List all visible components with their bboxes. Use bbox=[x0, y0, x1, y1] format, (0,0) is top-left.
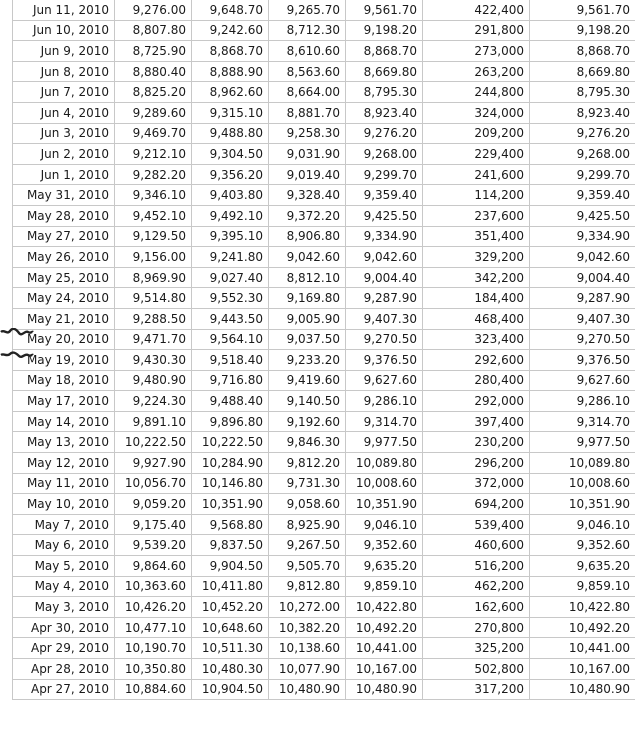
cell-high: 10,511.30 bbox=[192, 638, 269, 659]
cell-volume: 351,400 bbox=[423, 226, 530, 247]
cell-open: 9,129.50 bbox=[115, 226, 192, 247]
cell-low: 9,031.90 bbox=[269, 144, 346, 165]
cell-close: 9,407.30 bbox=[346, 308, 423, 329]
cell-date: Jun 1, 2010 bbox=[13, 164, 115, 185]
cell-adj_close: 10,167.00 bbox=[530, 659, 635, 680]
cell-date: Jun 10, 2010 bbox=[13, 20, 115, 41]
cell-close: 8,669.80 bbox=[346, 61, 423, 82]
table-row bbox=[13, 638, 635, 659]
cell-date: May 10, 2010 bbox=[13, 494, 115, 515]
cell-adj_close: 9,287.90 bbox=[530, 288, 635, 309]
cell-adj_close: 9,334.90 bbox=[530, 226, 635, 247]
cell-volume: 296,200 bbox=[423, 453, 530, 474]
cell-low: 9,037.50 bbox=[269, 329, 346, 350]
cell-close: 9,198.20 bbox=[346, 20, 423, 41]
cell-low: 10,382.20 bbox=[269, 617, 346, 638]
cell-open: 9,288.50 bbox=[115, 308, 192, 329]
cell-open: 10,222.50 bbox=[115, 432, 192, 453]
cell-date: May 3, 2010 bbox=[13, 597, 115, 618]
cell-adj_close: 9,299.70 bbox=[530, 164, 635, 185]
cell-date: Jun 9, 2010 bbox=[13, 41, 115, 62]
cell-high: 9,027.40 bbox=[192, 267, 269, 288]
cell-volume: 291,800 bbox=[423, 20, 530, 41]
cell-date: Apr 29, 2010 bbox=[13, 638, 115, 659]
cell-low: 9,233.20 bbox=[269, 350, 346, 371]
cell-low: 8,906.80 bbox=[269, 226, 346, 247]
cell-high: 9,488.40 bbox=[192, 391, 269, 412]
cell-high: 9,356.20 bbox=[192, 164, 269, 185]
cell-open: 9,927.90 bbox=[115, 453, 192, 474]
cell-high: 9,242.60 bbox=[192, 20, 269, 41]
cell-date: May 24, 2010 bbox=[13, 288, 115, 309]
cell-low: 9,731.30 bbox=[269, 473, 346, 494]
cell-low: 9,812.20 bbox=[269, 453, 346, 474]
cell-adj_close: 10,089.80 bbox=[530, 453, 635, 474]
table-row bbox=[13, 329, 635, 350]
cell-open: 9,891.10 bbox=[115, 411, 192, 432]
cell-close: 9,635.20 bbox=[346, 556, 423, 577]
cell-close: 9,276.20 bbox=[346, 123, 423, 144]
cell-volume: 162,600 bbox=[423, 597, 530, 618]
cell-open: 8,880.40 bbox=[115, 61, 192, 82]
cell-volume: 229,400 bbox=[423, 144, 530, 165]
cell-open: 10,056.70 bbox=[115, 473, 192, 494]
cell-open: 9,471.70 bbox=[115, 329, 192, 350]
table-row bbox=[13, 514, 635, 535]
cell-open: 8,825.20 bbox=[115, 82, 192, 103]
cell-close: 9,299.70 bbox=[346, 164, 423, 185]
cell-date: Jun 8, 2010 bbox=[13, 61, 115, 82]
cell-high: 9,904.50 bbox=[192, 556, 269, 577]
cell-adj_close: 9,359.40 bbox=[530, 185, 635, 206]
table-row bbox=[13, 288, 635, 309]
cell-close: 9,977.50 bbox=[346, 432, 423, 453]
cell-volume: 502,800 bbox=[423, 659, 530, 680]
cell-date: May 12, 2010 bbox=[13, 453, 115, 474]
cell-high: 9,568.80 bbox=[192, 514, 269, 535]
cell-date: May 21, 2010 bbox=[13, 308, 115, 329]
cell-date: Apr 28, 2010 bbox=[13, 659, 115, 680]
cell-date: Apr 30, 2010 bbox=[13, 617, 115, 638]
cell-adj_close: 10,480.90 bbox=[530, 679, 635, 700]
cell-high: 9,552.30 bbox=[192, 288, 269, 309]
cell-adj_close: 9,314.70 bbox=[530, 411, 635, 432]
cell-date: May 6, 2010 bbox=[13, 535, 115, 556]
cell-close: 10,480.90 bbox=[346, 679, 423, 700]
table-row bbox=[13, 473, 635, 494]
cell-volume: 280,400 bbox=[423, 370, 530, 391]
cell-low: 9,846.30 bbox=[269, 432, 346, 453]
cell-adj_close: 9,276.20 bbox=[530, 123, 635, 144]
scribble-mark bbox=[0, 351, 34, 359]
table-row bbox=[13, 432, 635, 453]
cell-open: 10,350.80 bbox=[115, 659, 192, 680]
cell-adj_close: 9,425.50 bbox=[530, 205, 635, 226]
cell-close: 10,167.00 bbox=[346, 659, 423, 680]
cell-adj_close: 9,352.60 bbox=[530, 535, 635, 556]
cell-adj_close: 8,868.70 bbox=[530, 41, 635, 62]
cell-adj_close: 9,198.20 bbox=[530, 20, 635, 41]
cell-volume: 324,000 bbox=[423, 102, 530, 123]
cell-date: May 11, 2010 bbox=[13, 473, 115, 494]
cell-low: 9,372.20 bbox=[269, 205, 346, 226]
cell-low: 9,042.60 bbox=[269, 247, 346, 268]
cell-open: 9,346.10 bbox=[115, 185, 192, 206]
cell-adj_close: 9,407.30 bbox=[530, 308, 635, 329]
cell-adj_close: 9,046.10 bbox=[530, 514, 635, 535]
table-row bbox=[13, 0, 635, 20]
cell-open: 9,156.00 bbox=[115, 247, 192, 268]
cell-volume: 516,200 bbox=[423, 556, 530, 577]
cell-high: 9,518.40 bbox=[192, 350, 269, 371]
cell-low: 9,005.90 bbox=[269, 308, 346, 329]
table-row bbox=[13, 370, 635, 391]
cell-adj_close: 9,268.00 bbox=[530, 144, 635, 165]
cell-low: 8,712.30 bbox=[269, 20, 346, 41]
cell-close: 9,046.10 bbox=[346, 514, 423, 535]
cell-close: 9,270.50 bbox=[346, 329, 423, 350]
cell-open: 9,059.20 bbox=[115, 494, 192, 515]
table-row bbox=[13, 144, 635, 165]
cell-low: 9,419.60 bbox=[269, 370, 346, 391]
table-row bbox=[13, 597, 635, 618]
cell-high: 9,443.50 bbox=[192, 308, 269, 329]
cell-volume: 244,800 bbox=[423, 82, 530, 103]
cell-adj_close: 9,042.60 bbox=[530, 247, 635, 268]
table-row bbox=[13, 123, 635, 144]
historical-prices-table bbox=[12, 0, 635, 700]
cell-high: 8,868.70 bbox=[192, 41, 269, 62]
cell-close: 8,795.30 bbox=[346, 82, 423, 103]
cell-close: 10,089.80 bbox=[346, 453, 423, 474]
cell-volume: 422,400 bbox=[423, 0, 530, 20]
cell-high: 10,411.80 bbox=[192, 576, 269, 597]
cell-volume: 342,200 bbox=[423, 267, 530, 288]
cell-low: 8,610.60 bbox=[269, 41, 346, 62]
cell-volume: 468,400 bbox=[423, 308, 530, 329]
table-row bbox=[13, 350, 635, 371]
cell-volume: 462,200 bbox=[423, 576, 530, 597]
cell-high: 9,837.50 bbox=[192, 535, 269, 556]
cell-close: 9,287.90 bbox=[346, 288, 423, 309]
cell-close: 9,334.90 bbox=[346, 226, 423, 247]
cell-adj_close: 8,923.40 bbox=[530, 102, 635, 123]
cell-high: 10,480.30 bbox=[192, 659, 269, 680]
cell-open: 9,224.30 bbox=[115, 391, 192, 412]
cell-date: May 28, 2010 bbox=[13, 205, 115, 226]
cell-adj_close: 9,627.60 bbox=[530, 370, 635, 391]
cell-date: Jun 11, 2010 bbox=[13, 0, 115, 20]
cell-open: 9,430.30 bbox=[115, 350, 192, 371]
cell-high: 10,146.80 bbox=[192, 473, 269, 494]
cell-date: May 20, 2010 bbox=[13, 329, 115, 350]
cell-open: 9,175.40 bbox=[115, 514, 192, 535]
cell-date: May 7, 2010 bbox=[13, 514, 115, 535]
cell-open: 8,725.90 bbox=[115, 41, 192, 62]
scribble-mark bbox=[0, 328, 34, 336]
cell-volume: 372,000 bbox=[423, 473, 530, 494]
table-row bbox=[13, 102, 635, 123]
cell-open: 9,276.00 bbox=[115, 0, 192, 20]
cell-high: 9,315.10 bbox=[192, 102, 269, 123]
cell-close: 9,268.00 bbox=[346, 144, 423, 165]
cell-adj_close: 9,635.20 bbox=[530, 556, 635, 577]
cell-open: 9,514.80 bbox=[115, 288, 192, 309]
cell-adj_close: 8,795.30 bbox=[530, 82, 635, 103]
cell-open: 9,539.20 bbox=[115, 535, 192, 556]
cell-low: 9,058.60 bbox=[269, 494, 346, 515]
cell-adj_close: 9,286.10 bbox=[530, 391, 635, 412]
cell-close: 9,627.60 bbox=[346, 370, 423, 391]
cell-high: 9,896.80 bbox=[192, 411, 269, 432]
cell-low: 9,265.70 bbox=[269, 0, 346, 20]
cell-high: 10,648.60 bbox=[192, 617, 269, 638]
cell-adj_close: 9,977.50 bbox=[530, 432, 635, 453]
cell-close: 9,859.10 bbox=[346, 576, 423, 597]
cell-close: 8,923.40 bbox=[346, 102, 423, 123]
cell-close: 8,868.70 bbox=[346, 41, 423, 62]
cell-high: 9,648.70 bbox=[192, 0, 269, 20]
cell-open: 10,190.70 bbox=[115, 638, 192, 659]
cell-open: 9,289.60 bbox=[115, 102, 192, 123]
cell-volume: 539,400 bbox=[423, 514, 530, 535]
cell-date: May 27, 2010 bbox=[13, 226, 115, 247]
table-row bbox=[13, 20, 635, 41]
cell-volume: 694,200 bbox=[423, 494, 530, 515]
cell-date: May 19, 2010 bbox=[13, 350, 115, 371]
cell-close: 9,352.60 bbox=[346, 535, 423, 556]
cell-open: 9,864.60 bbox=[115, 556, 192, 577]
cell-volume: 292,600 bbox=[423, 350, 530, 371]
table-row bbox=[13, 576, 635, 597]
table-row bbox=[13, 185, 635, 206]
cell-date: May 31, 2010 bbox=[13, 185, 115, 206]
cell-date: May 17, 2010 bbox=[13, 391, 115, 412]
cell-high: 9,716.80 bbox=[192, 370, 269, 391]
table-row bbox=[13, 164, 635, 185]
table-row bbox=[13, 267, 635, 288]
cell-adj_close: 10,422.80 bbox=[530, 597, 635, 618]
table-row bbox=[13, 61, 635, 82]
cell-close: 10,441.00 bbox=[346, 638, 423, 659]
cell-volume: 263,200 bbox=[423, 61, 530, 82]
cell-date: May 13, 2010 bbox=[13, 432, 115, 453]
cell-adj_close: 9,561.70 bbox=[530, 0, 635, 20]
cell-adj_close: 10,492.20 bbox=[530, 617, 635, 638]
cell-high: 10,452.20 bbox=[192, 597, 269, 618]
cell-date: May 14, 2010 bbox=[13, 411, 115, 432]
table-row bbox=[13, 411, 635, 432]
cell-close: 10,351.90 bbox=[346, 494, 423, 515]
cell-adj_close: 8,669.80 bbox=[530, 61, 635, 82]
cell-volume: 270,800 bbox=[423, 617, 530, 638]
cell-low: 9,505.70 bbox=[269, 556, 346, 577]
cell-adj_close: 9,859.10 bbox=[530, 576, 635, 597]
cell-close: 9,286.10 bbox=[346, 391, 423, 412]
cell-high: 10,904.50 bbox=[192, 679, 269, 700]
cell-high: 10,222.50 bbox=[192, 432, 269, 453]
table-row bbox=[13, 226, 635, 247]
cell-low: 10,138.60 bbox=[269, 638, 346, 659]
cell-adj_close: 9,270.50 bbox=[530, 329, 635, 350]
cell-volume: 114,200 bbox=[423, 185, 530, 206]
cell-volume: 209,200 bbox=[423, 123, 530, 144]
cell-close: 9,561.70 bbox=[346, 0, 423, 20]
cell-low: 9,192.60 bbox=[269, 411, 346, 432]
cell-close: 10,492.20 bbox=[346, 617, 423, 638]
cell-date: Jun 2, 2010 bbox=[13, 144, 115, 165]
cell-volume: 317,200 bbox=[423, 679, 530, 700]
cell-close: 9,359.40 bbox=[346, 185, 423, 206]
cell-close: 10,008.60 bbox=[346, 473, 423, 494]
table-row bbox=[13, 453, 635, 474]
table-row bbox=[13, 82, 635, 103]
cell-high: 9,304.50 bbox=[192, 144, 269, 165]
cell-date: May 5, 2010 bbox=[13, 556, 115, 577]
cell-adj_close: 9,004.40 bbox=[530, 267, 635, 288]
cell-low: 10,272.00 bbox=[269, 597, 346, 618]
cell-open: 9,480.90 bbox=[115, 370, 192, 391]
cell-date: May 18, 2010 bbox=[13, 370, 115, 391]
table-row bbox=[13, 679, 635, 700]
cell-volume: 184,400 bbox=[423, 288, 530, 309]
cell-adj_close: 10,351.90 bbox=[530, 494, 635, 515]
cell-high: 8,962.60 bbox=[192, 82, 269, 103]
table-row bbox=[13, 41, 635, 62]
cell-open: 10,426.20 bbox=[115, 597, 192, 618]
cell-high: 9,241.80 bbox=[192, 247, 269, 268]
cell-close: 9,425.50 bbox=[346, 205, 423, 226]
cell-volume: 230,200 bbox=[423, 432, 530, 453]
table-row bbox=[13, 556, 635, 577]
cell-open: 9,212.10 bbox=[115, 144, 192, 165]
cell-open: 10,363.60 bbox=[115, 576, 192, 597]
cell-volume: 323,400 bbox=[423, 329, 530, 350]
cell-volume: 329,200 bbox=[423, 247, 530, 268]
cell-date: Jun 3, 2010 bbox=[13, 123, 115, 144]
table-row bbox=[13, 308, 635, 329]
cell-volume: 397,400 bbox=[423, 411, 530, 432]
cell-low: 9,140.50 bbox=[269, 391, 346, 412]
cell-low: 9,812.80 bbox=[269, 576, 346, 597]
cell-volume: 292,000 bbox=[423, 391, 530, 412]
table-row bbox=[13, 205, 635, 226]
cell-low: 8,563.60 bbox=[269, 61, 346, 82]
cell-date: Apr 27, 2010 bbox=[13, 679, 115, 700]
cell-date: Jun 4, 2010 bbox=[13, 102, 115, 123]
cell-volume: 325,200 bbox=[423, 638, 530, 659]
cell-open: 8,969.90 bbox=[115, 267, 192, 288]
cell-high: 9,395.10 bbox=[192, 226, 269, 247]
cell-high: 10,351.90 bbox=[192, 494, 269, 515]
cell-open: 9,452.10 bbox=[115, 205, 192, 226]
cell-adj_close: 10,441.00 bbox=[530, 638, 635, 659]
cell-open: 9,469.70 bbox=[115, 123, 192, 144]
cell-volume: 241,600 bbox=[423, 164, 530, 185]
cell-high: 9,488.80 bbox=[192, 123, 269, 144]
cell-low: 10,480.90 bbox=[269, 679, 346, 700]
cell-low: 10,077.90 bbox=[269, 659, 346, 680]
cell-low: 9,019.40 bbox=[269, 164, 346, 185]
cell-low: 8,925.90 bbox=[269, 514, 346, 535]
cell-low: 9,267.50 bbox=[269, 535, 346, 556]
cell-high: 10,284.90 bbox=[192, 453, 269, 474]
table-row bbox=[13, 659, 635, 680]
table-row bbox=[13, 391, 635, 412]
cell-close: 9,042.60 bbox=[346, 247, 423, 268]
cell-open: 9,282.20 bbox=[115, 164, 192, 185]
cell-low: 8,812.10 bbox=[269, 267, 346, 288]
table-row bbox=[13, 535, 635, 556]
cell-low: 8,664.00 bbox=[269, 82, 346, 103]
table-row bbox=[13, 247, 635, 268]
table-row bbox=[13, 617, 635, 638]
cell-date: May 4, 2010 bbox=[13, 576, 115, 597]
cell-adj_close: 10,008.60 bbox=[530, 473, 635, 494]
cell-open: 10,884.60 bbox=[115, 679, 192, 700]
cell-adj_close: 9,376.50 bbox=[530, 350, 635, 371]
cell-close: 10,422.80 bbox=[346, 597, 423, 618]
cell-volume: 273,000 bbox=[423, 41, 530, 62]
cell-open: 8,807.80 bbox=[115, 20, 192, 41]
cell-date: May 25, 2010 bbox=[13, 267, 115, 288]
cell-low: 9,258.30 bbox=[269, 123, 346, 144]
left-margin bbox=[0, 0, 12, 738]
cell-date: May 26, 2010 bbox=[13, 247, 115, 268]
cell-high: 9,492.10 bbox=[192, 205, 269, 226]
cell-high: 9,403.80 bbox=[192, 185, 269, 206]
cell-close: 9,314.70 bbox=[346, 411, 423, 432]
cell-open: 10,477.10 bbox=[115, 617, 192, 638]
cell-volume: 460,600 bbox=[423, 535, 530, 556]
cell-low: 9,328.40 bbox=[269, 185, 346, 206]
cell-high: 8,888.90 bbox=[192, 61, 269, 82]
cell-close: 9,376.50 bbox=[346, 350, 423, 371]
cell-low: 9,169.80 bbox=[269, 288, 346, 309]
cell-volume: 237,600 bbox=[423, 205, 530, 226]
cell-date: Jun 7, 2010 bbox=[13, 82, 115, 103]
table-row bbox=[13, 494, 635, 515]
cell-close: 9,004.40 bbox=[346, 267, 423, 288]
cell-low: 8,881.70 bbox=[269, 102, 346, 123]
cell-high: 9,564.10 bbox=[192, 329, 269, 350]
